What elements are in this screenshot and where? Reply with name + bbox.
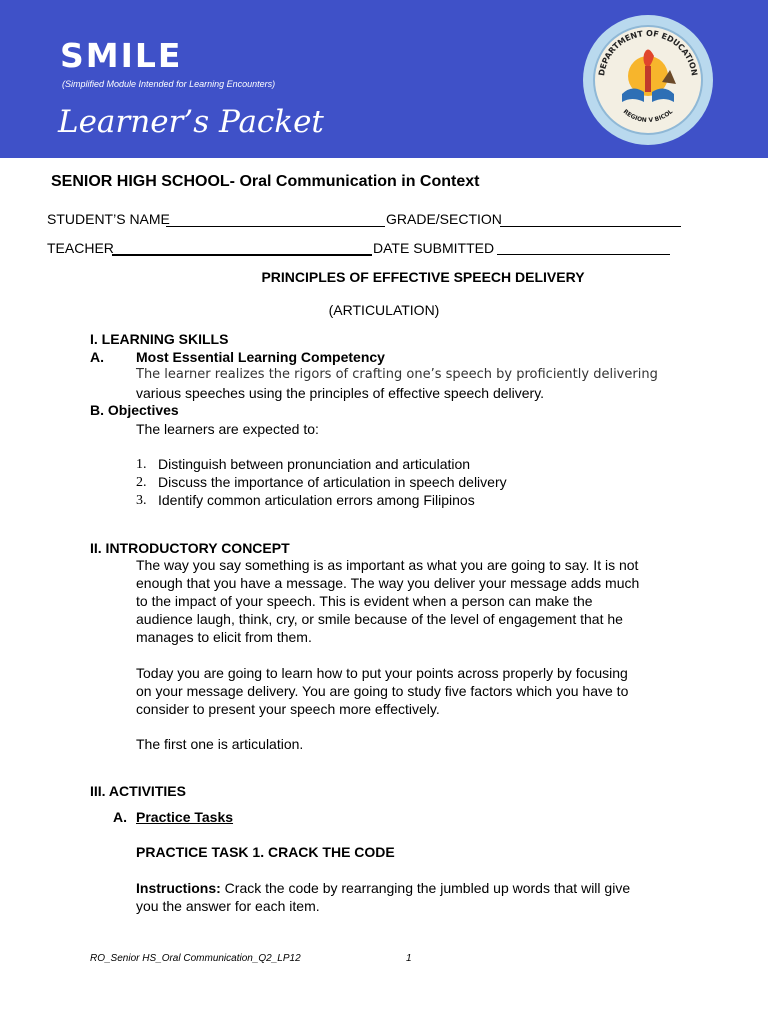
activities-heading: III. ACTIVITIES [90,783,186,799]
intro-paragraph-line: audience laugh, think, cry, or smile because of the level of engagement that he [136,611,623,627]
objective-item: Discuss the importance of articulation in speech delivery [158,474,507,490]
brand-subtitle: (Simplified Module Intended for Learning Encounters) [62,79,276,89]
practice-tasks-letter: A. [113,809,127,825]
footer-code: RO_Senior HS_Oral Communication_Q2_LP12 [90,953,301,964]
student-name-line [166,226,385,227]
objective-number: 1. [136,457,147,472]
practice-tasks-heading: Practice Tasks [136,809,234,825]
instructions-label: Instructions: [136,880,221,896]
seal-bottom-text: REGION V BICOL [621,108,675,125]
header-banner [0,0,768,158]
learners-packet-title: Learner’s Packet [58,104,324,140]
objective-number: 2. [136,475,147,490]
student-name-label: STUDENT’S NAME [47,211,170,227]
objectives-heading: B. Objectives [90,402,179,418]
grade-section-line [500,226,681,227]
teacher-label: TEACHER [47,240,114,256]
lesson-title: PRINCIPLES OF EFFECTIVE SPEECH DELIVERY [261,269,585,285]
intro-paragraph-line: Today you are going to learn how to put your points across properly by focusing [136,665,628,681]
lesson-subtitle: (ARTICULATION) [328,302,440,318]
grade-section-label: GRADE/SECTION [386,211,502,227]
instructions-text: Crack the code by rearranging the jumbled up words that will give [220,880,631,896]
instructions-line1 [136,879,630,897]
practice-task-title: PRACTICE TASK 1. CRACK THE CODE [136,844,395,860]
intro-paragraph-line: to the impact of your speech. This is evident when a person can make the [136,593,593,609]
objectives-intro: The learners are expected to: [136,421,319,437]
brand-title: SMILE [60,36,183,75]
instructions-line2: you the answer for each item. [136,898,320,914]
competency-heading: Most Essential Learning Competency [136,349,385,365]
objective-item: Distinguish between pronunciation and articulation [158,456,471,472]
intro-paragraph-line: The first one is articulation. [136,736,304,752]
competency-letter: A. [90,349,104,365]
intro-paragraph-line: on your message delivery. You are going to study five factors which you have to [136,683,629,699]
objective-number: 3. [136,493,147,508]
intro-paragraph-line: manages to elicit from them. [136,629,312,645]
date-submitted-line [497,254,670,255]
competency-text-line2: various speeches using the principles of effective speech delivery. [136,385,545,401]
teacher-line [112,254,372,256]
competency-text-line1: The learner realizes the rigors of crafting one’s speech by proficiently delivering [136,367,658,382]
course-title: SENIOR HIGH SCHOOL- Oral Communication in Context [51,173,480,190]
intro-heading: II. INTRODUCTORY CONCEPT [90,540,290,556]
seal-top-text: DEPARTMENT OF EDUCATION [597,28,699,77]
page-number: 1 [406,953,412,964]
intro-paragraph-line: consider to present your speech more effectively. [136,701,440,717]
date-submitted-label: DATE SUBMITTED [373,240,495,256]
learning-skills-heading: I. LEARNING SKILLS [90,331,229,347]
objective-item: Identify common articulation errors among Filipinos [158,492,475,508]
deped-seal-logo [582,14,714,146]
intro-paragraph-line: enough that you have a message. The way you deliver your message adds much [136,575,640,591]
intro-paragraph-line: The way you say something is as important as what you are going to say. It is not [136,557,639,573]
